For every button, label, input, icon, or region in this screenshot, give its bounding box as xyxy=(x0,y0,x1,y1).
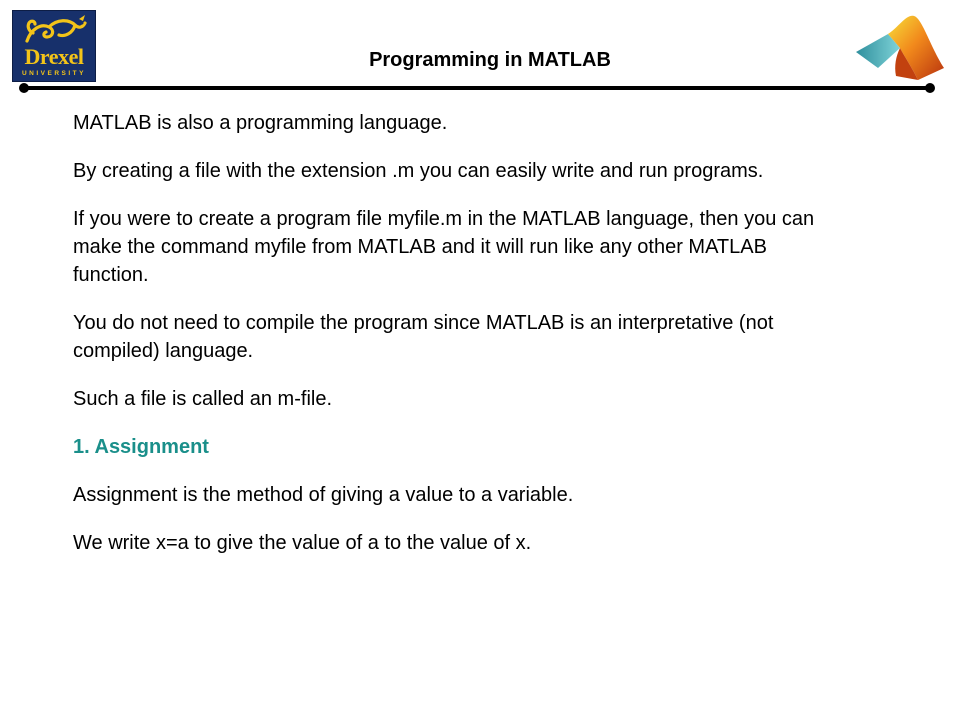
paragraph: Assignment is the method of giving a value to a variable. xyxy=(73,484,574,506)
divider-dot-right xyxy=(925,83,935,93)
paragraph: MATLAB is also a programming language. xyxy=(73,112,448,134)
paragraph: We write x=a to give the value of a to the value of x. xyxy=(73,532,532,554)
matlab-logo-icon xyxy=(848,6,952,86)
paragraph: Such a file is called an m-file. xyxy=(73,388,333,410)
section-heading: 1. Assignment xyxy=(73,436,209,458)
paragraph: If you were to create a program file myfile.m in the MATLAB language, then you can make the command myfile from MATLAB and it will run like any other MATLAB function. xyxy=(73,208,815,286)
slide-body xyxy=(73,109,833,577)
header-divider xyxy=(24,86,930,90)
divider-dot-left xyxy=(19,83,29,93)
logo-subtext: UNIVERSITY xyxy=(21,70,86,77)
logo-wordmark: Drexel xyxy=(24,44,84,69)
page-title: Programming in MATLAB xyxy=(369,49,611,71)
paragraph: You do not need to compile the program since MATLAB is an interpretative (not compiled) language. xyxy=(73,312,774,362)
paragraph: By creating a file with the extension .m you can easily write and run programs. xyxy=(73,160,764,182)
